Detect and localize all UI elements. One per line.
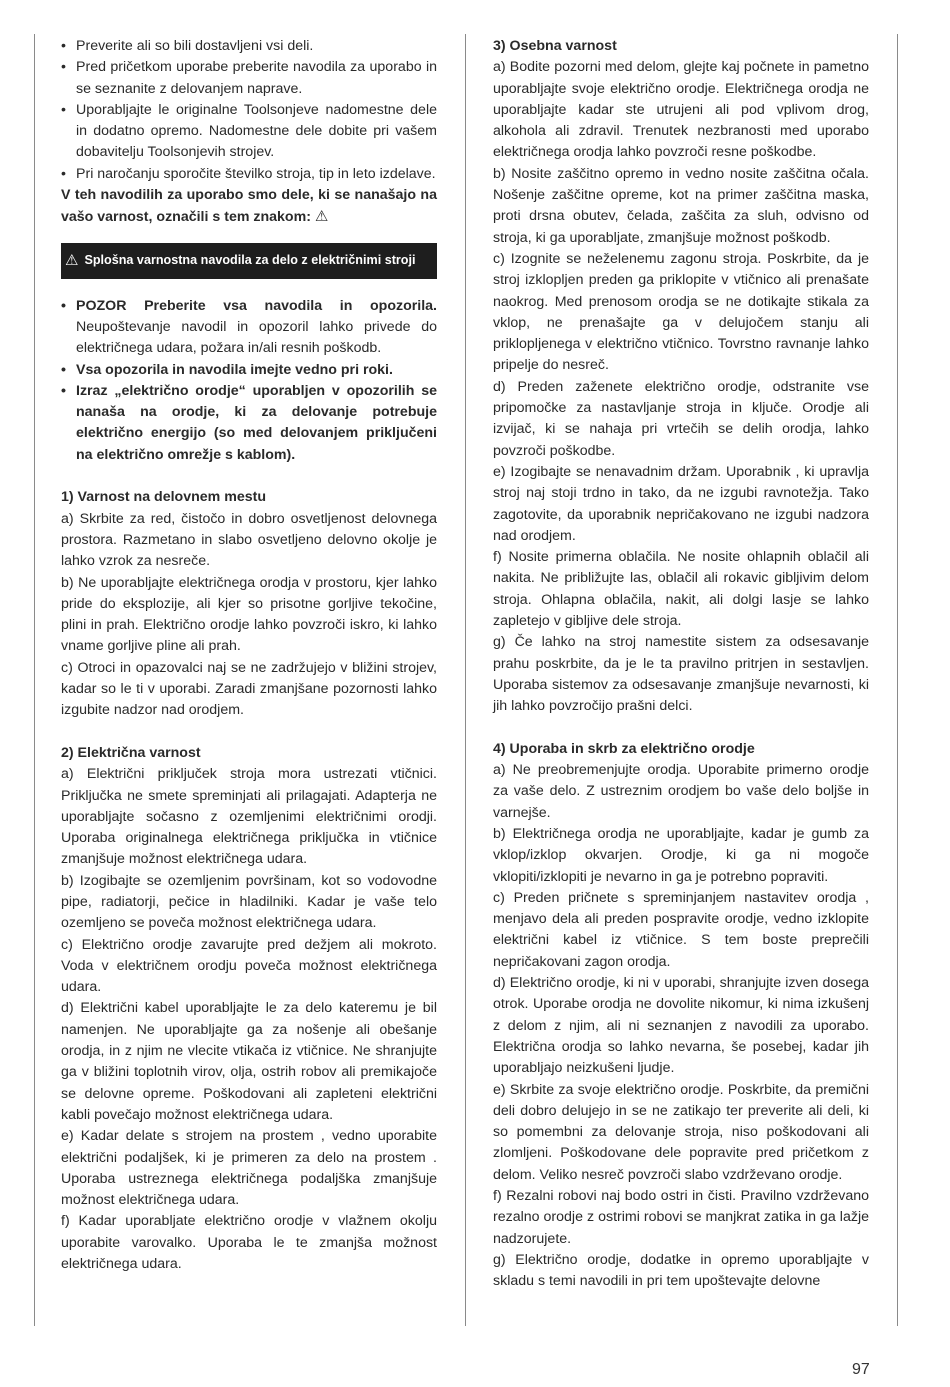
paragraph: e) Izogibajte se nenavadnim držam. Uporabnik , ki upravlja stroj naj stoji trdno in tako, da ne izgubi ravnotežja. Tako zagotovite, da uporabnik nepričakovano ne izgubi nadzora nad orodjem. bbox=[493, 463, 869, 544]
list-item: • Uporabljajte le originalne Toolsonjeve nadomestne dele in dodatno opremo. Nadomestne dele dobite pri vašem dobavitelju Toolsonjevih strojev. bbox=[61, 100, 437, 164]
paragraph: c) Preden pričnete s spreminjanjem nastavitev orodja , menjavo dela ali preden pospravite orodje, vedno izklopite električni kabel iz vtičnice. S tem boste preprečili nepričakovani zagon orodja. bbox=[493, 889, 869, 970]
paragraph: a) Električni priključek stroja mora ustrezati vtičnici. Priključka ne smete spreminjati ali prilagajati. Adapterja ne uporabljajte sočasno z ozemljenimi električnimi orodji. Uporaba originalnega električnega priključka in vtičnice zmanjšuje možnost električnega udara. bbox=[61, 766, 437, 868]
list-item bbox=[61, 296, 437, 360]
paragraph: f) Kadar uporabljate električno orodje v vlažnem okolju uporabite varovalko. Uporaba le te zmanjša možnost električnega udara. bbox=[61, 1213, 437, 1273]
paragraph: a) Ne preobremenjujte orodja. Uporabite primerno orodje za vaše delo. Z ustreznim orodjem bo vaše delo boljše in varnejše. bbox=[493, 762, 869, 821]
paragraph: b) Ne uporabljajte električnega orodja v prostoru, kjer lahko pride do eksplozije, ali kjer so prisotne gorljive tekočine, plini in prah. Električno orodje lahko povzroči iskro, ki lahko vname gorljive pline ali prah. bbox=[61, 574, 437, 655]
paragraph: c) Električno orodje zavarujte pred dežjem ali mokroto. Voda v električnem orodju poveča možnost električnega udara. bbox=[61, 936, 437, 996]
safety-note-text: V teh navodilih za uporabo smo dele, ki se nanašajo na vašo varnost, označili s tem znakom: bbox=[61, 187, 437, 226]
list-item: • Izraz „električno orodje“ uporabljen v opozorilih se nanaša na orodje, ki za delovanje potrebuje električno energijo (so med delovanjem priključeni na električno omrežje s kablom). bbox=[61, 381, 437, 466]
warning-bullet-list bbox=[61, 296, 437, 466]
right-margin-rule bbox=[897, 34, 898, 1326]
banner-title: Splošna varnostna navodila za delo z električnimi stroji bbox=[84, 253, 416, 268]
section-heading: 3) Osebna varnost bbox=[493, 38, 617, 54]
list-item: • Vsa opozorila in navodila imejte vedno pri roki. bbox=[61, 360, 437, 381]
page-number: 97 bbox=[852, 1361, 870, 1378]
warning-bold-text: POZOR Preberite vsa navodila in opozorila. bbox=[76, 297, 437, 314]
paragraph: d) Električno orodje, ki ni v uporabi, shranjujte izven dosega otrok. Uporabe orodja ne dovolite nikomur, ki nima izkušenj z delom z njim, ali ni seznanjen z navodili za uporabo. Električna orodja so lahko nevarna, še posebej, kadar jih uporabljajo neizkušeni ljudje. bbox=[493, 975, 869, 1077]
safety-note bbox=[61, 185, 437, 229]
list-item: • Preverite ali so bili dostavljeni vsi deli. bbox=[61, 36, 437, 57]
general-safety-banner bbox=[61, 243, 437, 279]
paragraph: d) Preden zaženete električno orodje, odstranite vse pripomočke za nastavljanje stroja in ključe. Orodje ali izvijač, ki se nahaja pri vrtečih se delih orodja, lahko povzroči poškodbe. bbox=[493, 378, 869, 459]
left-margin-rule bbox=[34, 34, 35, 1326]
paragraph: f) Rezalni robovi naj bodo ostri in čisti. Pravilno vzdrževano rezalno orodje z ostrimi robovi se manjkrat zatika in ga lažje nadzorujete. bbox=[493, 1188, 869, 1247]
intro-bullet-list bbox=[61, 36, 437, 185]
paragraph: a) Bodite pozorni med delom, glejte kaj počnete in pametno uporabljajte svoje električno orodje. Električnega orodja ne uporabljajte kadar ste utrujeni ali pod vplivom drog, alkohola ali zdravil. Trenutek nezbranosti med uporabo električnega orodja lahko povzroči resne poškodbe. bbox=[493, 59, 869, 161]
left-column bbox=[61, 36, 437, 1275]
section-heading: 4) Uporaba in skrb za električno orodje bbox=[493, 740, 755, 757]
paragraph: e) Kadar delate s strojem na prostem , vedno uporabite električni podaljšek, ki je primeren za delo na prostem . Uporaba ustreznega električnega podaljška zmanjšuje možnost električnega udara. bbox=[61, 1128, 437, 1209]
paragraph: a) Skrbite za red, čistočo in dobro osvetljenost delovnega prostora. Razmetano in slabo osvetljeno delovno okolje je lahko vzrok za nesreče. bbox=[61, 510, 437, 570]
center-column-rule bbox=[465, 34, 466, 1326]
warning-triangle-icon: ⚠ bbox=[65, 252, 79, 270]
paragraph: e) Skrbite za svoje električno orodje. Poskrbite, da premični deli dobro delujejo in se ne zatikajo ter preverite ali deli, ki so pomembni za delovanje stroja, niso poškodovani ali zlomljeni. Poškodovane dele popravite pred pričetkom z delom. Veliko nesreč povzroči slabo vzdrževano orodje. bbox=[493, 1081, 869, 1183]
paragraph: b) Izogibajte se ozemljenim površinam, kot so vodovodne pipe, radiatorji, pečice in hladilniki. Kadar je vaše telo ozemljeno se poveča možnost električnega udara. bbox=[61, 872, 437, 932]
paragraph: d) Električni kabel uporabljajte le za delo kateremu je bil namenjen. Ne uporabljajte ga za nošenje ali obešanje orodja, in z njim ne vlecite vtikača iz vtičnice. Ne shranjujte ga v bližini toplotnih virov, olja, ostrih robov ali premikajoče se delovne opreme. Poškodovani ali zapleteni električni kabli povečajo možnost električnega udara. bbox=[61, 1000, 437, 1123]
paragraph: b) Nosite zaščitno opremo in vedno nosite zaščitna očala. Nošenje zaščitne opreme, kot na primer zaščitna maska, proti drsna obutev, čelada, zaščita za sluh, odvisno od stroja, ki ga uporabljate, zmanjšuje možnost poškodb. bbox=[493, 165, 869, 246]
right-column bbox=[493, 36, 869, 1293]
section-heading: 1) Varnost na delovnem mestu bbox=[61, 489, 266, 506]
paragraph: b) Električnega orodja ne uporabljajte, kadar je gumb za vklop/izklop okvarjen. Orodje, ki ga ni mogoče vklopiti/izklopiti je nevarno in ga je potrebno popraviti. bbox=[493, 825, 869, 885]
warning-triangle-icon: ⚠ bbox=[314, 208, 329, 226]
paragraph: g) Električno orodje, dodatke in opremo uporabljajte v skladu s temi navodili in pri tem upoštevajte delovne bbox=[493, 1251, 869, 1290]
paragraph: c) Otroci in opazovalci naj se ne zadržujejo v bližini strojev, kadar so le ti v uporabi. Zaradi zmanjšane pozornosti lahko izgubite nadzor nad orodjem. bbox=[61, 659, 437, 719]
warning-text: Neupoštevanje navodil in opozoril lahko privede do električnega udara, požara in/ali resnih poškodb. bbox=[76, 318, 437, 357]
list-item: • Pri naročanju sporočite številko stroja, tip in leto izdelave. bbox=[61, 164, 437, 185]
paragraph: g) Če lahko na stroj namestite sistem za odsesavanje prahu poskrbite, da je le ta pravilno pritrjen in sestavljen. Uporaba sistemov za odsesavanje zmanjšuje nevarnosti, ki jih lahko povzročijo prašni delci. bbox=[493, 634, 869, 715]
paragraph: c) Izognite se neželenemu zagonu stroja. Poskrbite, da je stroj izklopljen preden ga priklopite v vtičnico ali prenašate naokrog. Med prenosom orodja se ne dotikajte stikala za vklop, ne prenašajte ga v delujočem stanju ali priklopljenega v električno vtičnico. Tovrstno ravnanje lahko pripelje do nesreč. bbox=[493, 250, 869, 374]
paragraph: f) Nosite primerna oblačila. Ne nosite ohlapnih oblačil ali nakita. Ne približujte las, oblačil ali rokavic gibljivim delom stroja. Ohlapna oblačila, nakit, ali dolgi lasje se lahko zapletejo v gibljive dele stroja. bbox=[493, 549, 869, 630]
section-heading: 2) Električna varnost bbox=[61, 744, 201, 761]
list-item: • Pred pričetkom uporabe preberite navodila za uporabo in se seznanite z delovanjem naprave. bbox=[61, 57, 437, 100]
